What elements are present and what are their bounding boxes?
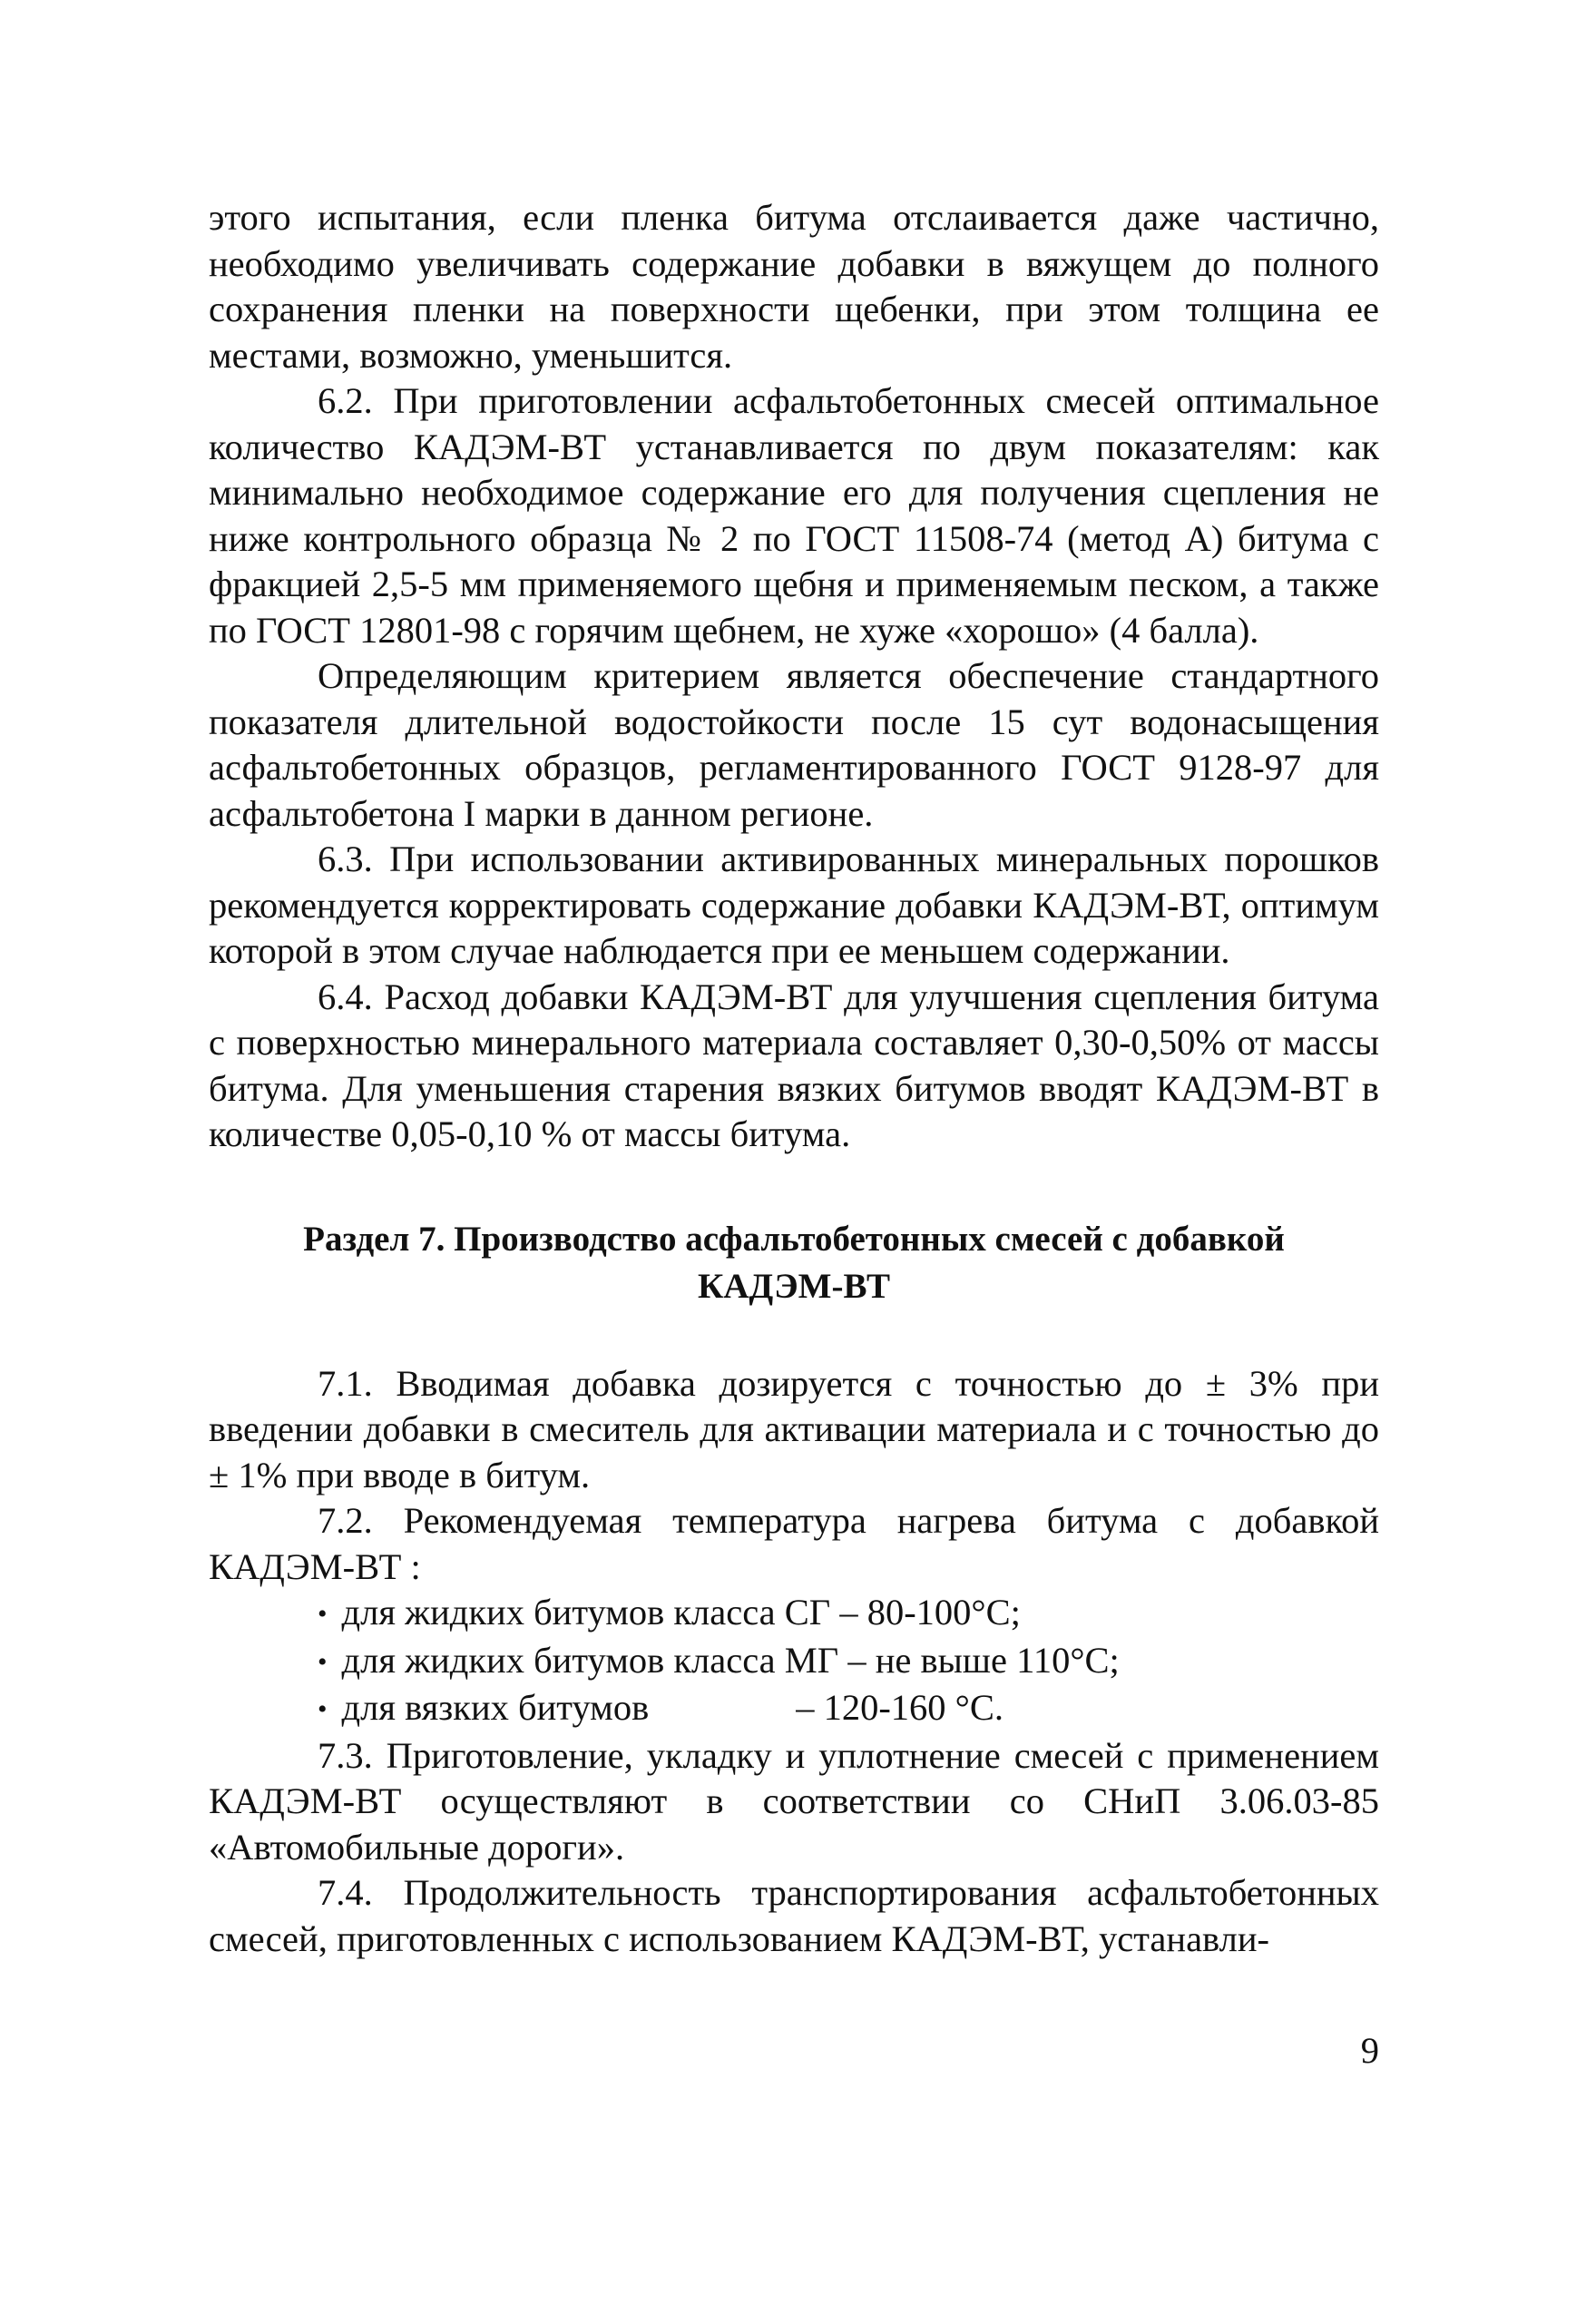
document-page: [209, 195, 1379, 1962]
bullet-icon: •: [318, 1599, 328, 1629]
paragraph-7-1: 7.1. Вводимая добавка дозируется с точностью до ± 3% при введении добавки в смеситель для активации материала и с точностью до ± 1% при вводе в битум.: [209, 1362, 1379, 1495]
paragraph-6-3: 6.3. При использовании активированных минеральных порошков рекомендуется корректировать содержание добавки КАДЭМ-ВТ, оптимум которой в этом случае наблюдается при ее меньшем содержании.: [209, 838, 1379, 971]
bullet-icon: •: [318, 1694, 328, 1724]
paragraph-7-4: 7.4. Продолжительность транспортирования асфальтобетонных смесей, приготовленных с использованием КАДЭМ-ВТ, устанавли-: [209, 1872, 1379, 1959]
bullet-text: для жидких битумов класса МГ – не выше 110°С;: [341, 1639, 1120, 1681]
paragraph-7-3: 7.3. Приготовление, укладку и уплотнение смесей с применением КАДЭМ-ВТ осуществляют в соответствии со СНиП 3.06.03-85 «Автомобильные дороги».: [209, 1734, 1379, 1868]
paragraph-continuation: этого испытания, если пленка битума отслаивается даже частично, необходимо увеличивать содержание добавки в вяжущем до полного сохранения пленки на поверхности щебенки, при этом толщина ее местами, возможно, уменьшится.: [209, 197, 1379, 376]
paragraph-6-2: 6.2. При приготовлении асфальтобетонных смесей оптимальное количество КАДЭМ-ВТ устанавливается по двум показателям: как минимально необходимое содержание его для получения сцепления не ниже контрольного образца № 2 по ГОСТ 11508-74 (метод А) битума с фракцией 2,5-5 мм применяемого щебня и применяемым песком, а также по ГОСТ 12801-98 с горячим щебнем, не хуже «хорошо» (4 балла).: [209, 380, 1379, 651]
bullet-text: для вязких битумов – 120-160 °С.: [341, 1687, 1004, 1728]
bullet-item: [209, 1685, 1379, 1733]
paragraph-criterion: Определяющим критерием является обеспечение стандартного показателя длительной водостойкости после 15 сут водонасыщения асфальтобетонных образцов, регламентированного ГОСТ 9128-97 для асфальтобетона I марки в данном регионе.: [209, 655, 1379, 834]
bullet-icon: •: [318, 1646, 328, 1677]
section-heading-line-2: КАДЭМ-ВТ: [697, 1266, 890, 1306]
paragraph-6-4: 6.4. Расход добавки КАДЭМ-ВТ для улучшения сцепления битума с поверхностью минерального материала составляет 0,30-0,50% от массы битума. Для уменьшения старения вязких битумов вводят КАДЭМ-ВТ в количестве 0,05-0,10 % от массы битума.: [209, 976, 1379, 1154]
section-7-heading: [209, 1216, 1379, 1310]
bullet-text: для жидких битумов класса СГ – 80-100°С;: [341, 1592, 1021, 1633]
section-heading-line-1: Раздел 7. Производство асфальтобетонных смесей с добавкой: [303, 1219, 1285, 1259]
page-number: 9: [1360, 2030, 1379, 2071]
paragraph-7-2: 7.2. Рекомендуемая температура нагрева битума с добавкой КАДЭМ-ВТ :: [209, 1500, 1379, 1587]
bullet-item: [209, 1638, 1379, 1686]
bullet-item: [209, 1590, 1379, 1638]
